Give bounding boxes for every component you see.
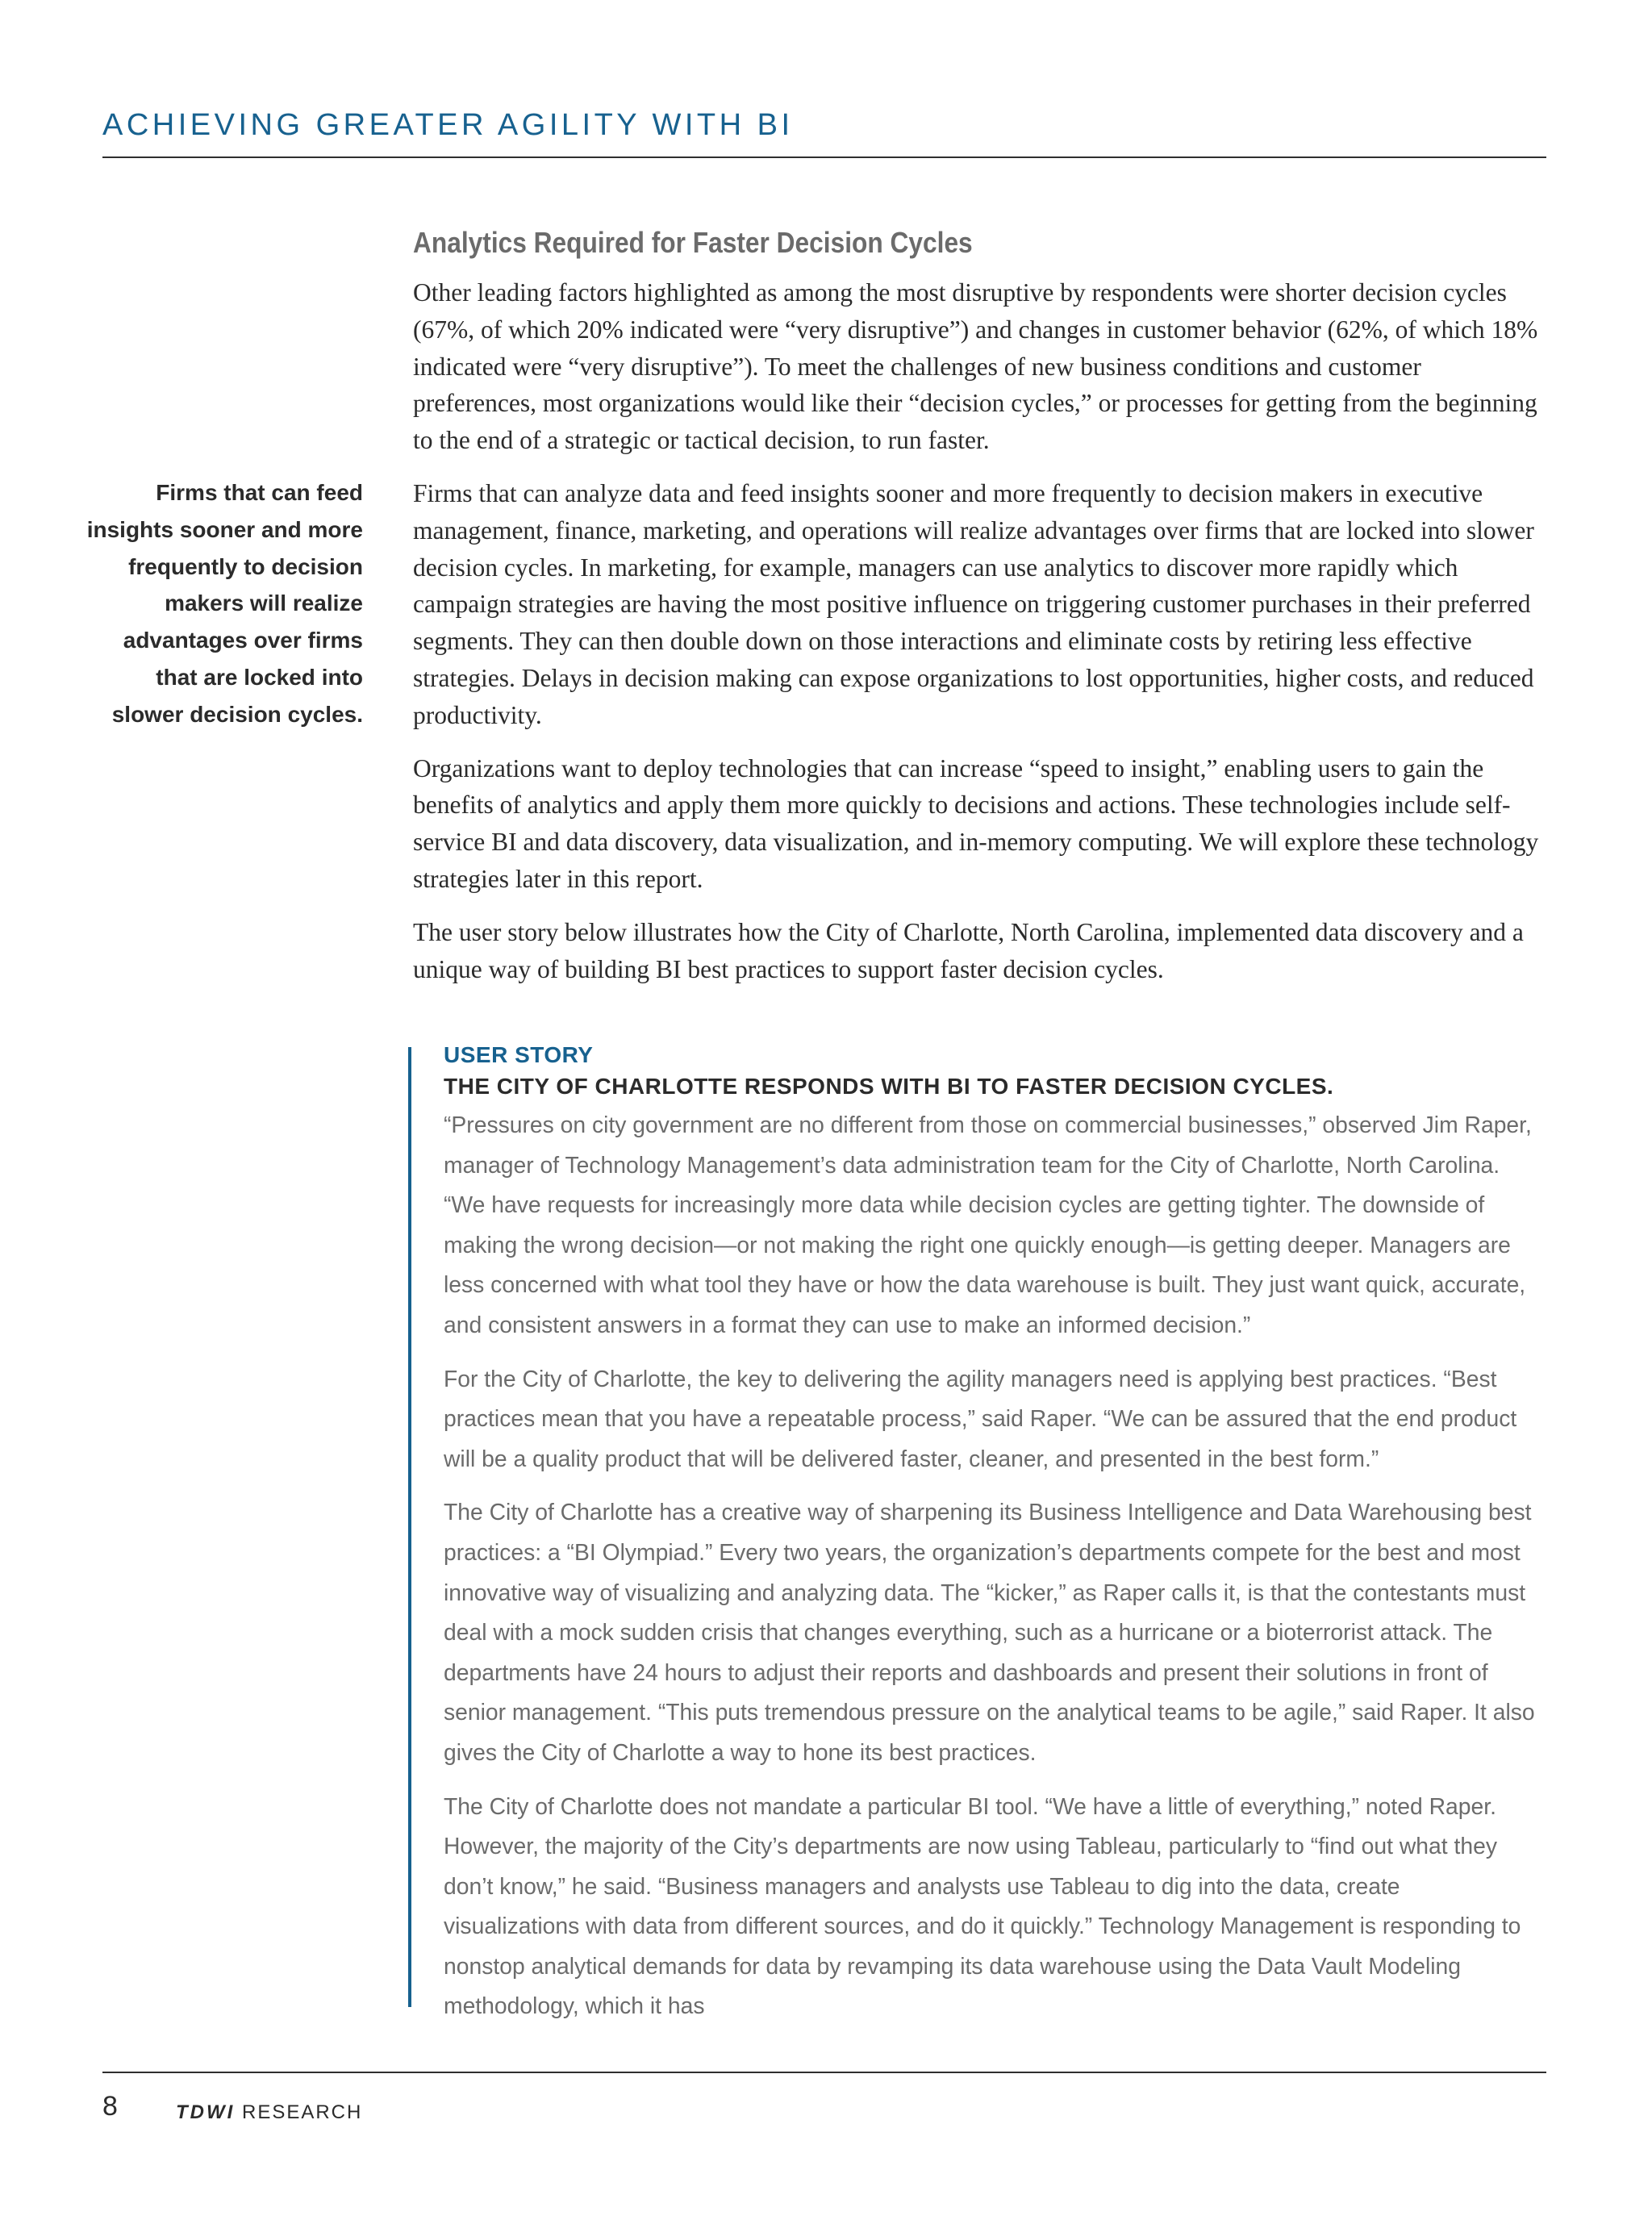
- body-paragraph: Organizations want to deploy technologies that can increase “speed to insight,” enabling users to gain the benefits of analytics and apply them more quickly to decisions and actions. These technologies include self-service BI and data discovery, data visualization, and in-memory computing. We will explore these technology strategies later in this report.: [413, 753, 1539, 893]
- header-divider: [102, 156, 1546, 158]
- user-story-box: [444, 1041, 1541, 2040]
- user-story-paragraph: “Pressures on city government are no different from those on commercial businesses,” observed Jim Raper, manager of Technology Management’s data administration team for the City of Charlotte, North Carolina. “We have requests for increasingly more data while decision cycles are getting tighter. The downside of making the wrong decision—or not making the right one quickly enough—is getting deeper. Managers are less concerned with what tool they have or how the data warehouse is built. They just want quick, accurate, and consistent answers in a format they can use to make an informed decision.”: [444, 1112, 1532, 1337]
- running-header-title: ACHIEVING GREATER AGILITY WITH BI: [102, 108, 794, 142]
- pull-quote: Firms that can feed insights sooner and more frequently to decision makers will realize advantages over firms that are locked into slower decision cycles.: [86, 480, 363, 727]
- body-text: [413, 274, 1546, 1004]
- logo-suffix: RESEARCH: [241, 2101, 363, 2123]
- footer-divider: [102, 2072, 1546, 2073]
- page-number: 8: [102, 2091, 118, 2122]
- user-story-paragraph: For the City of Charlotte, the key to delivering the agility managers need is applying best practices. “Best practices mean that you have a repeatable process,” said Raper. “We can be assured that the end product will be a quality product that will be delivered faster, cleaner, and presented in the best form.”: [444, 1365, 1517, 1471]
- section-heading: Analytics Required for Faster Decision Cycles: [413, 226, 973, 259]
- logo-brand: TDWI: [176, 2101, 236, 2123]
- user-story-paragraph: The City of Charlotte does not mandate a particular BI tool. “We have a little of everything,” noted Raper. However, the majority of the City’s departments are now using Tableau, particularly to “find out what they don’t know,” he said. “Business managers and analysts use Tableau to dig into the data, create visualizations with data from different sources, and do it quickly.” Technology Management is responding to nonstop analytical demands for data by revamping its data warehouse using the Data Vault Modeling methodology, which it has: [444, 1792, 1521, 2019]
- body-paragraph: Other leading factors highlighted as among the most disruptive by respondents were shorter decision cycles (67%, of which 20% indicated were “very disruptive”) and changes in customer behavior (62%, of which 18% indicated were “very disruptive”). To meet the challenges of new business conditions and customer preferences, most organizations would like their “decision cycles,” or processes for getting from the beginning to the end of a strategic or tactical decision, to run faster.: [413, 278, 1538, 455]
- body-paragraph: The user story below illustrates how the City of Charlotte, North Carolina, implemented data discovery and a unique way of building BI best practices to support faster decision cycles.: [413, 917, 1524, 983]
- user-story-title: THE CITY OF CHARLOTTE RESPONDS WITH BI TO FASTER DECISION CYCLES.: [444, 1074, 1334, 1099]
- user-story-accent-bar: [408, 1047, 411, 2007]
- body-paragraph: Firms that can analyze data and feed insights sooner and more frequently to decision makers in executive management, finance, marketing, and operations will realize advantages over firms that are locked into slower decision cycles. In marketing, for example, managers can use analytics to discover more rapidly which campaign strategies are having the most positive influence on triggering customer purchases in their preferred segments. They can then double down on those interactions and eliminate costs by retiring less effective strategies. Delays in decision making can expose organizations to lost opportunities, higher costs, and reduced productivity.: [413, 478, 1534, 729]
- tdwi-research-logo: [176, 2101, 362, 2124]
- user-story-label: USER STORY: [444, 1042, 594, 1067]
- user-story-paragraph: The City of Charlotte has a creative way of sharpening its Business Intelligence and Data Warehousing best practices: a “BI Olympiad.” Every two years, the organization’s departments compete for the best and most innovative way of visualizing and analyzing data. The “kicker,” as Raper calls it, is that the contestants must deal with a mock sudden crisis that changes everything, such as a hurricane or a bioterrorist attack. The departments have 24 hours to adjust their reports and dashboards and present their solutions in front of senior management. “This puts tremendous pressure on the analytical teams to be agile,” said Raper. It also gives the City of Charlotte a way to hone its best practices.: [444, 1499, 1535, 1765]
